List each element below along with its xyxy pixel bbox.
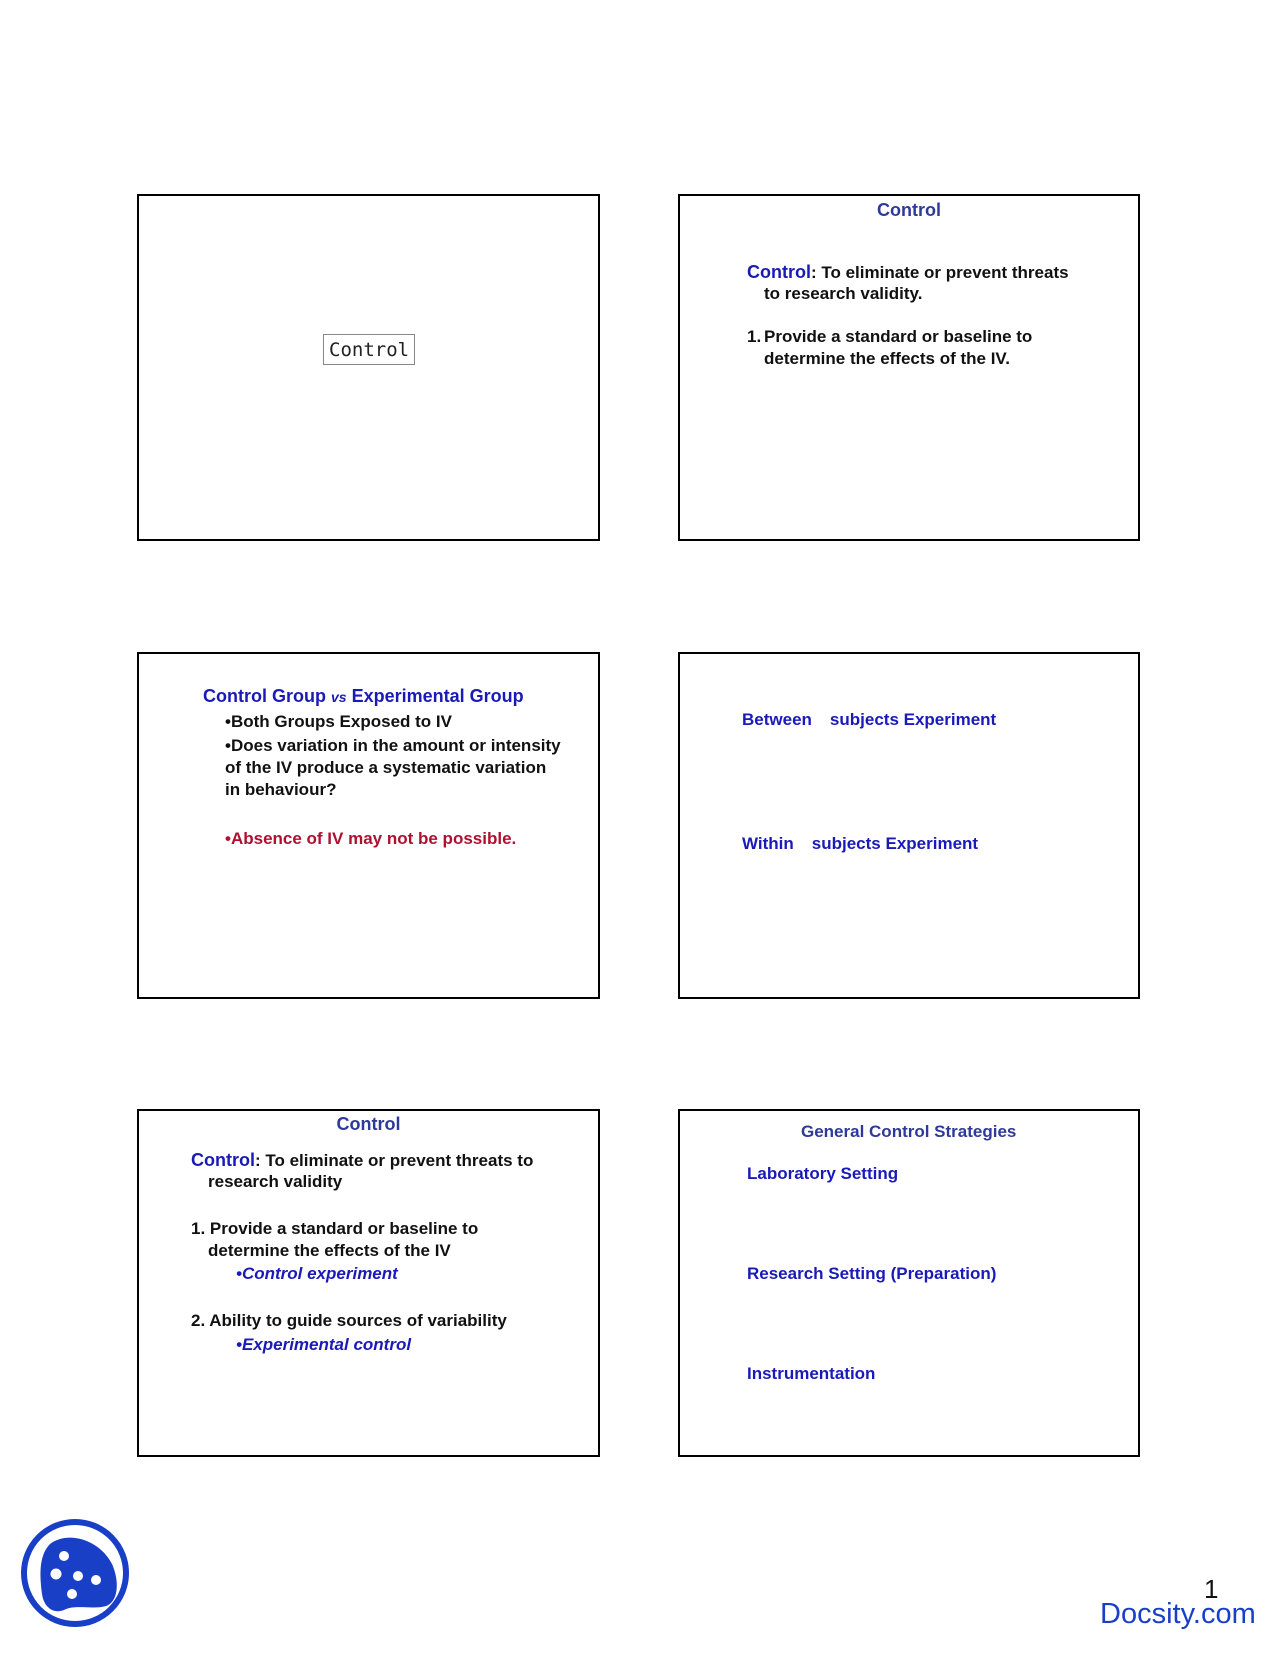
slide-3-bullet2-line3: in behaviour?: [225, 780, 337, 799]
slide-3: [137, 652, 600, 999]
slide-3-heading-vs: vs: [330, 689, 347, 705]
slide-4-between: [742, 710, 996, 730]
slide-3-bullet3: •Absence of IV may not be possible.: [225, 829, 517, 848]
slide-6-title: General Control Strategies: [801, 1122, 1017, 1141]
docsity-brand-link[interactable]: Docsity.com: [1100, 1598, 1256, 1630]
slide-4-within-a: Within: [742, 834, 794, 853]
slide-3-heading-a: Control Group: [203, 686, 331, 706]
slide-5-item1-sub: •Control experiment: [236, 1264, 398, 1283]
slide-5-item2-line1: 2. Ability to guide sources of variability: [191, 1311, 507, 1330]
slide-6-item2: Research Setting (Preparation): [747, 1264, 997, 1283]
slide-5-definition: [191, 1150, 533, 1171]
slide-2-definition: [747, 261, 1069, 284]
slide-2-def-term: Control: [747, 262, 811, 282]
slide-3-bullet2-line1: •Does variation in the amount or intensity: [225, 736, 561, 755]
slide-5-item2-sub: •Experimental control: [236, 1335, 412, 1354]
slide-3-bullet2-line2: of the IV produce a systematic variation: [225, 758, 547, 777]
slide-2: [678, 194, 1140, 541]
slide-6: [678, 1109, 1140, 1457]
slide-2-def-line2: to research validity.: [764, 284, 923, 303]
slide-4-within: [742, 834, 978, 854]
slide-4: [678, 652, 1140, 999]
page-number: 1: [1204, 1574, 1219, 1604]
slide-5-def-rest: : To eliminate or prevent threats to: [254, 1151, 534, 1170]
slide-6-item3: Instrumentation: [747, 1364, 876, 1383]
slide-2-item1-num: 1.: [747, 327, 762, 346]
slide-4-between-b: subjects Experiment: [829, 710, 997, 729]
slide-2-item1-line2: determine the effects of the IV.: [764, 349, 1010, 368]
docsity-logo-icon: [20, 1518, 130, 1628]
slide-2-title: Control: [877, 200, 941, 220]
slide-6-item1: Laboratory Setting: [747, 1164, 899, 1183]
slide-1: [137, 194, 600, 541]
slide-4-within-b: subjects Experiment: [811, 834, 979, 853]
slide-3-bullet1: •Both Groups Exposed to IV: [225, 712, 452, 731]
slide-3-heading-b: Experimental Group: [346, 686, 524, 706]
slide-5: [137, 1109, 600, 1457]
slide-2-item1-line1: Provide a standard or baseline to: [764, 327, 1033, 346]
slide-5-def-term: Control: [191, 1150, 255, 1170]
slide-5-def-line2: research validity: [208, 1172, 343, 1191]
slide-3-heading: [203, 686, 524, 707]
slide-5-item1-line1: 1. Provide a standard or baseline to: [191, 1219, 479, 1238]
slide-1-title: Control: [323, 334, 415, 365]
slide-4-between-a: Between: [742, 710, 812, 729]
slide-2-def-rest: : To eliminate or prevent threats: [810, 263, 1069, 282]
slide-5-title: Control: [336, 1114, 401, 1134]
slide-5-item1-line2: determine the effects of the IV: [208, 1241, 451, 1260]
